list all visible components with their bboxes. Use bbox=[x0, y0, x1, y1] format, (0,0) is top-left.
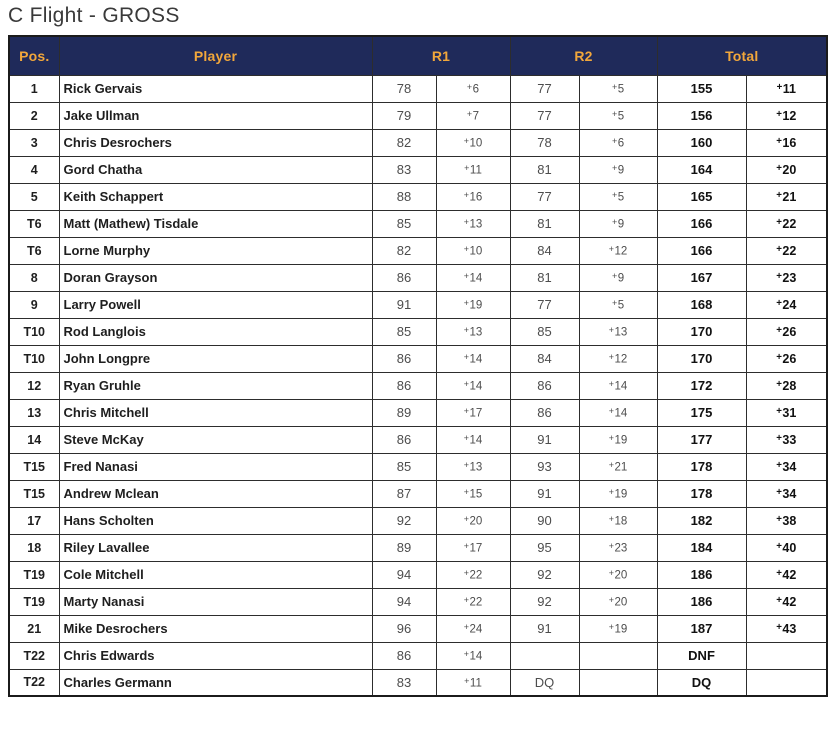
plus-sign: + bbox=[608, 243, 614, 254]
table-row bbox=[9, 156, 827, 183]
r1-score-cell: 86 bbox=[372, 264, 436, 291]
table-row bbox=[9, 345, 827, 372]
r1-score-cell: 82 bbox=[372, 237, 436, 264]
total-diff-cell: +12 bbox=[746, 102, 827, 129]
player-name-cell: Hans Scholten bbox=[59, 507, 372, 534]
position-cell: 14 bbox=[9, 426, 59, 453]
total-diff-cell: +43 bbox=[746, 615, 827, 642]
position-cell: T6 bbox=[9, 237, 59, 264]
plus-sign: + bbox=[776, 324, 782, 336]
r2-score-cell bbox=[510, 642, 579, 669]
plus-sign: + bbox=[611, 135, 618, 146]
plus-sign: + bbox=[463, 567, 469, 578]
total-score-cell: 177 bbox=[657, 426, 746, 453]
r1-score-cell: 96 bbox=[372, 615, 436, 642]
r1-score-cell: 82 bbox=[372, 129, 436, 156]
total-diff-cell: +26 bbox=[746, 345, 827, 372]
plus-sign: + bbox=[608, 459, 614, 470]
r1-diff-cell: +13 bbox=[436, 453, 510, 480]
r1-diff-cell: +15 bbox=[436, 480, 510, 507]
r2-diff-cell: +9 bbox=[579, 210, 657, 237]
position-cell: 12 bbox=[9, 372, 59, 399]
plus-sign: + bbox=[776, 513, 782, 525]
r1-score-cell: 94 bbox=[372, 561, 436, 588]
player-name-cell: Larry Powell bbox=[59, 291, 372, 318]
position-cell: T10 bbox=[9, 318, 59, 345]
plus-sign: + bbox=[463, 216, 469, 227]
position-cell: 4 bbox=[9, 156, 59, 183]
plus-sign: + bbox=[776, 81, 783, 93]
total-diff-cell: +26 bbox=[746, 318, 827, 345]
plus-sign: + bbox=[463, 432, 469, 443]
position-cell: T15 bbox=[9, 453, 59, 480]
r2-score-cell: 95 bbox=[510, 534, 579, 561]
total-diff-cell: +38 bbox=[746, 507, 827, 534]
total-score-cell: 187 bbox=[657, 615, 746, 642]
position-cell: 17 bbox=[9, 507, 59, 534]
r2-diff-cell: +12 bbox=[579, 345, 657, 372]
r2-score-cell: 92 bbox=[510, 588, 579, 615]
player-name-cell: Fred Nanasi bbox=[59, 453, 372, 480]
position-cell: 5 bbox=[9, 183, 59, 210]
r1-score-cell: 83 bbox=[372, 669, 436, 696]
r2-diff-cell: +14 bbox=[579, 372, 657, 399]
r2-score-cell: 78 bbox=[510, 129, 579, 156]
player-name-cell: Rick Gervais bbox=[59, 75, 372, 102]
r2-diff-cell: +5 bbox=[579, 183, 657, 210]
position-cell: T10 bbox=[9, 345, 59, 372]
plus-sign: + bbox=[463, 243, 469, 254]
total-score-cell: 168 bbox=[657, 291, 746, 318]
r1-diff-cell: +14 bbox=[436, 345, 510, 372]
total-diff-cell: +16 bbox=[746, 129, 827, 156]
total-diff-cell: +21 bbox=[746, 183, 827, 210]
r1-score-cell: 86 bbox=[372, 345, 436, 372]
r1-diff-cell: +17 bbox=[436, 534, 510, 561]
total-score-cell: 175 bbox=[657, 399, 746, 426]
r1-diff-cell: +19 bbox=[436, 291, 510, 318]
player-name-cell: Chris Edwards bbox=[59, 642, 372, 669]
r1-diff-cell: +17 bbox=[436, 399, 510, 426]
player-name-cell: Jake Ullman bbox=[59, 102, 372, 129]
header-r2: R2 bbox=[510, 36, 657, 75]
total-score-cell: 170 bbox=[657, 318, 746, 345]
plus-sign: + bbox=[611, 189, 618, 200]
r2-score-cell: 81 bbox=[510, 210, 579, 237]
r2-score-cell: 84 bbox=[510, 237, 579, 264]
position-cell: 13 bbox=[9, 399, 59, 426]
leaderboard-table bbox=[8, 35, 828, 697]
table-row bbox=[9, 426, 827, 453]
total-diff-cell: +40 bbox=[746, 534, 827, 561]
table-row bbox=[9, 453, 827, 480]
player-name-cell: Lorne Murphy bbox=[59, 237, 372, 264]
table-row bbox=[9, 102, 827, 129]
r2-score-cell: 91 bbox=[510, 426, 579, 453]
player-name-cell: Chris Mitchell bbox=[59, 399, 372, 426]
player-name-cell: Rod Langlois bbox=[59, 318, 372, 345]
r2-diff-cell: +9 bbox=[579, 264, 657, 291]
position-cell: T22 bbox=[9, 669, 59, 696]
table-row bbox=[9, 480, 827, 507]
r1-diff-cell: +24 bbox=[436, 615, 510, 642]
r1-diff-cell: +14 bbox=[436, 426, 510, 453]
total-diff-cell: +24 bbox=[746, 291, 827, 318]
r1-diff-cell: +7 bbox=[436, 102, 510, 129]
r1-diff-cell: +14 bbox=[436, 642, 510, 669]
plus-sign: + bbox=[463, 459, 469, 470]
position-cell: T15 bbox=[9, 480, 59, 507]
r2-diff-cell: +5 bbox=[579, 291, 657, 318]
r1-diff-cell: +11 bbox=[436, 156, 510, 183]
r2-diff-cell bbox=[579, 642, 657, 669]
r1-diff-cell: +13 bbox=[436, 318, 510, 345]
plus-sign: + bbox=[463, 324, 469, 335]
total-diff-cell: +31 bbox=[746, 399, 827, 426]
total-score-cell: 164 bbox=[657, 156, 746, 183]
total-score-cell: 172 bbox=[657, 372, 746, 399]
plus-sign: + bbox=[776, 567, 782, 579]
r2-score-cell: 91 bbox=[510, 480, 579, 507]
header-total: Total bbox=[657, 36, 827, 75]
total-diff-cell: +28 bbox=[746, 372, 827, 399]
table-row bbox=[9, 615, 827, 642]
table-row bbox=[9, 534, 827, 561]
r2-score-cell: 77 bbox=[510, 75, 579, 102]
r1-score-cell: 87 bbox=[372, 480, 436, 507]
plus-sign: + bbox=[608, 513, 614, 524]
leaderboard-body bbox=[9, 75, 827, 696]
total-diff-cell bbox=[746, 669, 827, 696]
position-cell: T19 bbox=[9, 561, 59, 588]
r1-score-cell: 86 bbox=[372, 426, 436, 453]
total-score-cell: 178 bbox=[657, 480, 746, 507]
header-pos: Pos. bbox=[9, 36, 59, 75]
total-diff-cell: +11 bbox=[746, 75, 827, 102]
r2-diff-cell: +19 bbox=[579, 615, 657, 642]
r2-diff-cell: +12 bbox=[579, 237, 657, 264]
r1-diff-cell: +22 bbox=[436, 588, 510, 615]
player-name-cell: Steve McKay bbox=[59, 426, 372, 453]
plus-sign: + bbox=[608, 351, 614, 362]
plus-sign: + bbox=[776, 189, 782, 201]
r2-score-cell: 77 bbox=[510, 183, 579, 210]
r2-score-cell: 85 bbox=[510, 318, 579, 345]
r2-diff-cell: +13 bbox=[579, 318, 657, 345]
plus-sign: + bbox=[463, 540, 469, 551]
r2-score-cell: 77 bbox=[510, 291, 579, 318]
header-player: Player bbox=[59, 36, 372, 75]
table-row bbox=[9, 588, 827, 615]
player-name-cell: Gord Chatha bbox=[59, 156, 372, 183]
r1-score-cell: 79 bbox=[372, 102, 436, 129]
plus-sign: + bbox=[463, 486, 469, 497]
r1-score-cell: 83 bbox=[372, 156, 436, 183]
player-name-cell: Matt (Mathew) Tisdale bbox=[59, 210, 372, 237]
r2-diff-cell: +5 bbox=[579, 75, 657, 102]
table-row bbox=[9, 237, 827, 264]
total-diff-cell bbox=[746, 642, 827, 669]
r1-diff-cell: +11 bbox=[436, 669, 510, 696]
table-row bbox=[9, 183, 827, 210]
plus-sign: + bbox=[466, 108, 473, 119]
plus-sign: + bbox=[776, 432, 782, 444]
page-title: C Flight - GROSS bbox=[8, 4, 180, 27]
plus-sign: + bbox=[776, 459, 782, 471]
plus-sign: + bbox=[776, 135, 782, 147]
r2-score-cell: 84 bbox=[510, 345, 579, 372]
plus-sign: + bbox=[463, 405, 469, 416]
table-row bbox=[9, 129, 827, 156]
plus-sign: + bbox=[776, 621, 782, 633]
player-name-cell: Chris Desrochers bbox=[59, 129, 372, 156]
r2-score-cell: 86 bbox=[510, 399, 579, 426]
plus-sign: + bbox=[608, 432, 614, 443]
total-score-cell: 182 bbox=[657, 507, 746, 534]
r1-diff-cell: +22 bbox=[436, 561, 510, 588]
r2-score-cell: 86 bbox=[510, 372, 579, 399]
r1-score-cell: 91 bbox=[372, 291, 436, 318]
plus-sign: + bbox=[608, 540, 614, 551]
plus-sign: + bbox=[776, 486, 782, 498]
r2-diff-cell: +19 bbox=[579, 426, 657, 453]
table-header bbox=[9, 36, 827, 75]
plus-sign: + bbox=[776, 108, 782, 120]
r2-diff-cell: +20 bbox=[579, 588, 657, 615]
plus-sign: + bbox=[776, 594, 782, 606]
table-row bbox=[9, 561, 827, 588]
plus-sign: + bbox=[776, 540, 782, 552]
r1-diff-cell: +14 bbox=[436, 264, 510, 291]
plus-sign: + bbox=[776, 216, 782, 228]
plus-sign: + bbox=[611, 162, 618, 173]
table-row bbox=[9, 669, 827, 696]
total-score-cell: 155 bbox=[657, 75, 746, 102]
position-cell: T22 bbox=[9, 642, 59, 669]
header-r1: R1 bbox=[372, 36, 510, 75]
position-cell: 1 bbox=[9, 75, 59, 102]
r1-score-cell: 86 bbox=[372, 372, 436, 399]
plus-sign: + bbox=[464, 675, 470, 686]
player-name-cell: Andrew Mclean bbox=[59, 480, 372, 507]
plus-sign: + bbox=[466, 81, 473, 92]
total-score-cell: 184 bbox=[657, 534, 746, 561]
total-diff-cell: +34 bbox=[746, 480, 827, 507]
total-score-cell: 166 bbox=[657, 210, 746, 237]
plus-sign: + bbox=[463, 621, 469, 632]
plus-sign: + bbox=[776, 270, 782, 282]
plus-sign: + bbox=[463, 189, 469, 200]
total-score-cell: 186 bbox=[657, 588, 746, 615]
plus-sign: + bbox=[464, 162, 470, 173]
player-name-cell: Marty Nanasi bbox=[59, 588, 372, 615]
position-cell: 9 bbox=[9, 291, 59, 318]
r2-diff-cell: +18 bbox=[579, 507, 657, 534]
plus-sign: + bbox=[611, 81, 618, 92]
plus-sign: + bbox=[463, 594, 469, 605]
total-score-cell: DQ bbox=[657, 669, 746, 696]
position-cell: 18 bbox=[9, 534, 59, 561]
player-name-cell: Ryan Gruhle bbox=[59, 372, 372, 399]
r2-diff-cell: +14 bbox=[579, 399, 657, 426]
total-diff-cell: +42 bbox=[746, 561, 827, 588]
plus-sign: + bbox=[776, 162, 782, 174]
r2-score-cell: 90 bbox=[510, 507, 579, 534]
plus-sign: + bbox=[608, 567, 614, 578]
total-diff-cell: +23 bbox=[746, 264, 827, 291]
player-name-cell: Keith Schappert bbox=[59, 183, 372, 210]
r2-score-cell: 91 bbox=[510, 615, 579, 642]
r2-diff-cell bbox=[579, 669, 657, 696]
r1-score-cell: 85 bbox=[372, 453, 436, 480]
player-name-cell: Cole Mitchell bbox=[59, 561, 372, 588]
total-diff-cell: +22 bbox=[746, 210, 827, 237]
plus-sign: + bbox=[463, 351, 469, 362]
table-row bbox=[9, 507, 827, 534]
r2-diff-cell: +20 bbox=[579, 561, 657, 588]
table-row bbox=[9, 264, 827, 291]
r2-diff-cell: +6 bbox=[579, 129, 657, 156]
r2-score-cell: 92 bbox=[510, 561, 579, 588]
r1-score-cell: 78 bbox=[372, 75, 436, 102]
position-cell: 2 bbox=[9, 102, 59, 129]
plus-sign: + bbox=[608, 378, 614, 389]
total-score-cell: 170 bbox=[657, 345, 746, 372]
table-row bbox=[9, 318, 827, 345]
plus-sign: + bbox=[776, 243, 782, 255]
plus-sign: + bbox=[776, 351, 782, 363]
r1-diff-cell: +10 bbox=[436, 129, 510, 156]
player-name-cell: Mike Desrochers bbox=[59, 615, 372, 642]
r2-diff-cell: +23 bbox=[579, 534, 657, 561]
r1-score-cell: 86 bbox=[372, 642, 436, 669]
position-cell: 3 bbox=[9, 129, 59, 156]
r1-score-cell: 92 bbox=[372, 507, 436, 534]
r2-score-cell: 77 bbox=[510, 102, 579, 129]
plus-sign: + bbox=[611, 297, 618, 308]
r1-diff-cell: +13 bbox=[436, 210, 510, 237]
total-score-cell: DNF bbox=[657, 642, 746, 669]
plus-sign: + bbox=[463, 513, 469, 524]
plus-sign: + bbox=[611, 108, 618, 119]
r1-score-cell: 88 bbox=[372, 183, 436, 210]
table-row bbox=[9, 291, 827, 318]
total-score-cell: 165 bbox=[657, 183, 746, 210]
plus-sign: + bbox=[776, 405, 782, 417]
r2-diff-cell: +9 bbox=[579, 156, 657, 183]
r1-score-cell: 94 bbox=[372, 588, 436, 615]
plus-sign: + bbox=[463, 135, 469, 146]
r2-diff-cell: +19 bbox=[579, 480, 657, 507]
plus-sign: + bbox=[463, 270, 469, 281]
plus-sign: + bbox=[776, 378, 782, 390]
table-row bbox=[9, 399, 827, 426]
player-name-cell: Charles Germann bbox=[59, 669, 372, 696]
r1-score-cell: 89 bbox=[372, 534, 436, 561]
r1-diff-cell: +14 bbox=[436, 372, 510, 399]
total-score-cell: 166 bbox=[657, 237, 746, 264]
r2-score-cell: 81 bbox=[510, 156, 579, 183]
r2-score-cell: 93 bbox=[510, 453, 579, 480]
position-cell: T19 bbox=[9, 588, 59, 615]
plus-sign: + bbox=[611, 270, 618, 281]
table-row bbox=[9, 75, 827, 102]
total-diff-cell: +42 bbox=[746, 588, 827, 615]
plus-sign: + bbox=[608, 405, 614, 416]
r2-score-cell: DQ bbox=[510, 669, 579, 696]
player-name-cell: Doran Grayson bbox=[59, 264, 372, 291]
r1-diff-cell: +10 bbox=[436, 237, 510, 264]
total-score-cell: 160 bbox=[657, 129, 746, 156]
plus-sign: + bbox=[776, 297, 782, 309]
plus-sign: + bbox=[463, 297, 469, 308]
total-diff-cell: +20 bbox=[746, 156, 827, 183]
plus-sign: + bbox=[463, 378, 469, 389]
r1-score-cell: 85 bbox=[372, 210, 436, 237]
plus-sign: + bbox=[608, 594, 614, 605]
position-cell: 21 bbox=[9, 615, 59, 642]
r2-diff-cell: +5 bbox=[579, 102, 657, 129]
position-cell: 8 bbox=[9, 264, 59, 291]
plus-sign: + bbox=[608, 486, 614, 497]
plus-sign: + bbox=[611, 216, 618, 227]
total-score-cell: 156 bbox=[657, 102, 746, 129]
total-diff-cell: +22 bbox=[746, 237, 827, 264]
table-row bbox=[9, 372, 827, 399]
r1-score-cell: 85 bbox=[372, 318, 436, 345]
plus-sign: + bbox=[608, 324, 614, 335]
total-score-cell: 167 bbox=[657, 264, 746, 291]
r1-diff-cell: +6 bbox=[436, 75, 510, 102]
r1-diff-cell: +16 bbox=[436, 183, 510, 210]
plus-sign: + bbox=[608, 621, 614, 632]
total-score-cell: 186 bbox=[657, 561, 746, 588]
total-diff-cell: +33 bbox=[746, 426, 827, 453]
r1-score-cell: 89 bbox=[372, 399, 436, 426]
table-row bbox=[9, 642, 827, 669]
table-row bbox=[9, 210, 827, 237]
header-row bbox=[9, 36, 827, 75]
player-name-cell: John Longpre bbox=[59, 345, 372, 372]
total-score-cell: 178 bbox=[657, 453, 746, 480]
plus-sign: + bbox=[463, 648, 469, 659]
r2-score-cell: 81 bbox=[510, 264, 579, 291]
total-diff-cell: +34 bbox=[746, 453, 827, 480]
player-name-cell: Riley Lavallee bbox=[59, 534, 372, 561]
position-cell: T6 bbox=[9, 210, 59, 237]
r2-diff-cell: +21 bbox=[579, 453, 657, 480]
r1-diff-cell: +20 bbox=[436, 507, 510, 534]
